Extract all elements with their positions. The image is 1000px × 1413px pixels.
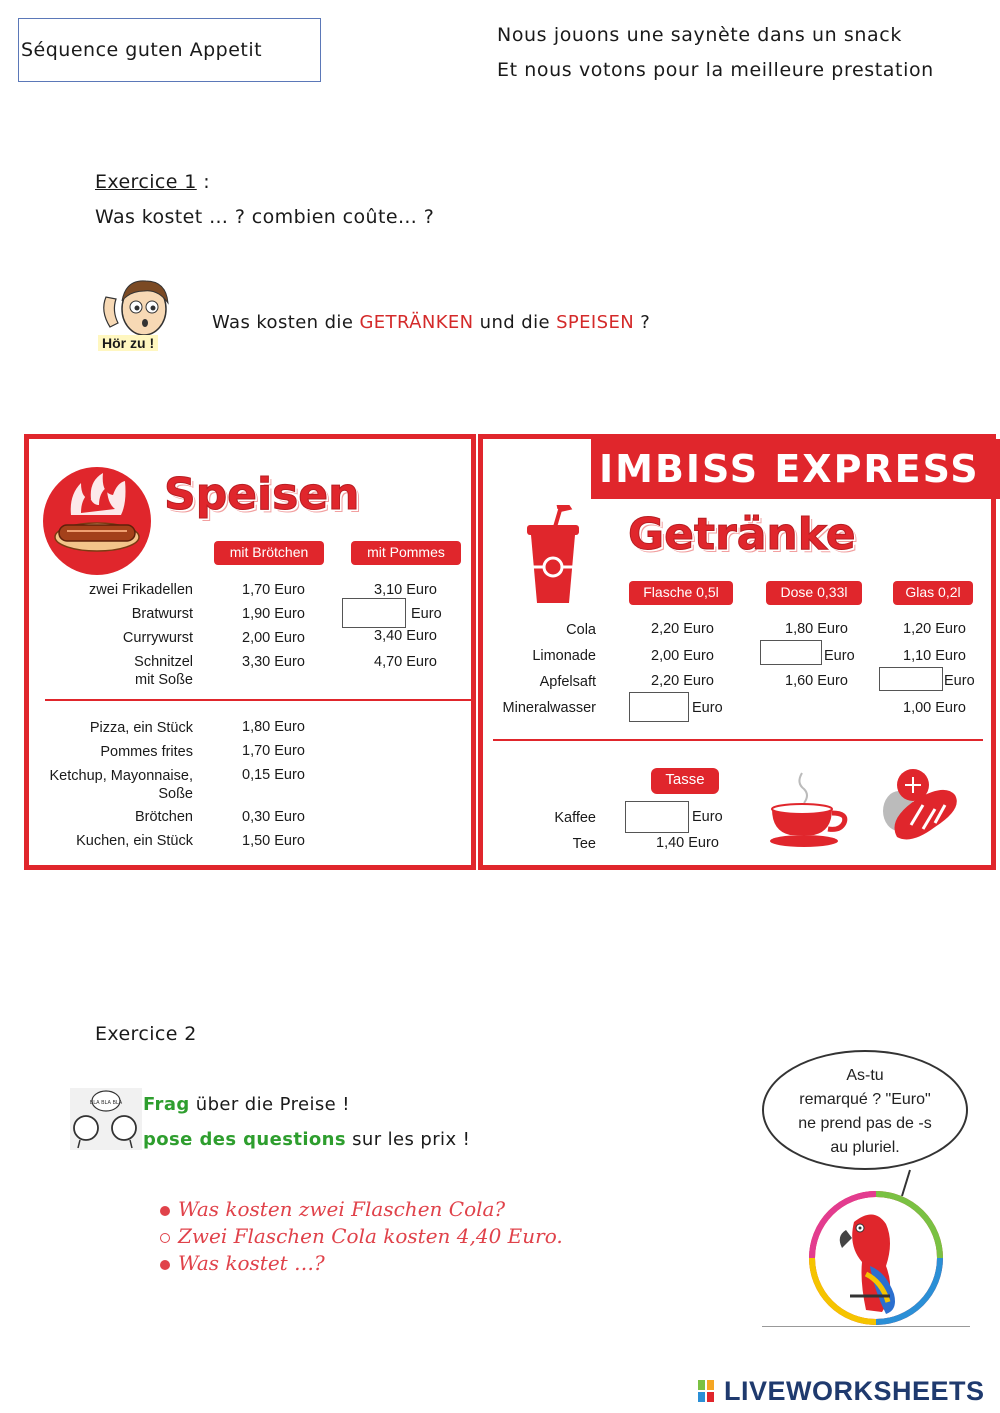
parrot-icon <box>790 1162 970 1334</box>
speisen-row-pommes-price: 3,40 Euro <box>374 628 437 644</box>
drinks-row-glas-price: 1,00 Euro <box>903 700 966 716</box>
liveworksheets-logo-text: LIVEWORKSHEETS <box>724 1376 985 1406</box>
drinks-row-label: Cola <box>566 622 596 638</box>
header-line-2: Et nous votons pour la meilleure prestation <box>497 59 934 81</box>
drinks-row-flasche-price: 2,20 Euro <box>651 673 714 689</box>
task-frag-rest: über die Preise ! <box>189 1094 350 1115</box>
answer-blank-bratwurst-pommes[interactable] <box>342 598 406 628</box>
speisen-row-broetchen-price: 2,00 Euro <box>242 630 305 646</box>
extras-row-label-line2: Soße <box>158 786 193 802</box>
soda-cup-icon <box>523 505 583 609</box>
menu-board <box>24 434 996 870</box>
drinks-row-label: Limonade <box>532 648 596 664</box>
bla-bubble-text: BLA BLA BLA <box>89 1100 123 1106</box>
task-frag: Frag <box>143 1094 190 1115</box>
bread-icon <box>877 765 967 855</box>
drinks-row-flasche-price: Euro <box>692 700 723 716</box>
bullet-open <box>160 1233 170 1243</box>
imbiss-express-banner: IMBISS EXPRESS <box>591 439 1000 499</box>
speisen-row-broetchen-price: 1,70 Euro <box>242 582 305 598</box>
hot-row-price: 1,40 Euro <box>656 835 719 851</box>
extras-row-label: Pommes frites <box>100 744 193 760</box>
drinks-row-dose-price: 1,60 Euro <box>785 673 848 689</box>
drinks-row-glas-price: 1,10 Euro <box>903 648 966 664</box>
bubble-line-4: au pluriel. <box>830 1139 900 1156</box>
exercise1-title: Exercice 1 <box>95 171 197 193</box>
extras-row-price: 1,80 Euro <box>242 719 305 735</box>
extras-row-label: Brötchen <box>134 809 193 825</box>
exercise1-prompt <box>212 312 650 333</box>
speisen-panel <box>24 434 476 870</box>
exercise1-colon: : <box>196 171 210 193</box>
tag-mit-pommes: mit Pommes <box>351 541 461 565</box>
prompt-end: ? <box>634 312 651 333</box>
extras-row-price: 0,15 Euro <box>242 767 305 783</box>
drinks-row-label: Apfelsaft <box>539 674 596 690</box>
example-question-2 <box>160 1251 325 1275</box>
listen-label: Hör zu ! <box>98 335 158 351</box>
answer-blank-apfelsaft-glas[interactable] <box>879 667 943 691</box>
drinks-row-dose-price: 1,80 Euro <box>785 621 848 637</box>
bullet-filled <box>160 1260 170 1270</box>
answer-blank-kaffee-tasse[interactable] <box>625 801 689 833</box>
extras-row-label: Kuchen, ein Stück <box>76 833 193 849</box>
prompt-getraenken: GETRÄNKEN <box>359 312 474 333</box>
speisen-row-label: Currywurst <box>122 630 193 646</box>
prompt-text-2: und die <box>473 312 557 333</box>
task-pose-rest: sur les prix ! <box>346 1129 471 1150</box>
task-pose: pose des questions <box>143 1129 347 1150</box>
hot-row-label: Tee <box>572 836 596 852</box>
drinks-row-flasche-price: 2,00 Euro <box>651 648 714 664</box>
answer-blank-mineralwasser-flasche[interactable] <box>629 692 689 722</box>
liveworksheets-logo-icon <box>698 1380 724 1402</box>
drinks-row-dose-price: Euro <box>824 648 855 664</box>
exercise1-heading <box>95 171 210 193</box>
extras-row-price: 0,30 Euro <box>242 809 305 825</box>
answer-blank-limonade-dose[interactable] <box>760 640 822 665</box>
drinks-row-glas-price: Euro <box>944 673 975 689</box>
hot-row-price: Euro <box>692 809 723 825</box>
speisen-row-pommes-price: 4,70 Euro <box>374 654 437 670</box>
task-line-french <box>143 1129 470 1150</box>
speisen-row-label-line2: mit Soße <box>134 672 193 688</box>
example-question-1 <box>160 1197 505 1221</box>
example2-text: Zwei Flaschen Cola kosten 4,40 Euro. <box>178 1224 563 1248</box>
tag-tasse: Tasse <box>651 768 719 794</box>
example3-text: Was kostet …? <box>178 1251 325 1275</box>
extras-row-label: Pizza, ein Stück <box>89 720 193 736</box>
speisen-row-broetchen-price: 1,90 Euro <box>242 606 305 622</box>
bubble-line-2: remarqué ? "Euro" <box>799 1091 931 1108</box>
bullet-filled <box>160 1206 170 1216</box>
prompt-text-1: Was kosten die <box>212 312 360 333</box>
sequence-title: Séquence guten Appetit <box>21 39 263 61</box>
sausage-flame-icon <box>41 465 153 581</box>
tag-mit-broetchen: mit Brötchen <box>214 541 324 565</box>
task-line-german <box>143 1094 350 1115</box>
speisen-row-pommes-price: 3,10 Euro <box>374 582 437 598</box>
drinks-row-label: Mineralwasser <box>502 700 596 716</box>
extras-row-price: 1,50 Euro <box>242 833 305 849</box>
tag-flasche: Flasche 0,5l <box>629 581 733 605</box>
parrot-speech-bubble <box>762 1050 968 1170</box>
header-line-1: Nous jouons une saynète dans un snack <box>497 24 902 46</box>
tag-dose: Dose 0,33l <box>766 581 862 605</box>
getraenke-divider <box>493 739 983 741</box>
getraenke-title: Getränke <box>628 509 856 560</box>
drinks-row-flasche-price: 2,20 Euro <box>651 621 714 637</box>
extras-row-price: 1,70 Euro <box>242 743 305 759</box>
exercise1-question: Was kostet … ? combien coûte… ? <box>95 206 435 228</box>
exercise2-title: Exercice 2 <box>95 1023 197 1045</box>
getraenke-panel <box>478 434 996 870</box>
speisen-title: Speisen <box>164 469 360 520</box>
speisen-row-label: Bratwurst <box>131 606 193 622</box>
drinks-row-glas-price: 1,20 Euro <box>903 621 966 637</box>
coffee-cup-icon <box>768 769 852 853</box>
example1-text: Was kosten zwei Flaschen Cola? <box>178 1197 506 1221</box>
liveworksheets-logo[interactable] <box>698 1376 985 1407</box>
speisen-row-broetchen-price: 3,30 Euro <box>242 654 305 670</box>
talking-heads-icon <box>70 1088 142 1150</box>
prompt-speisen: SPEISEN <box>556 312 635 333</box>
speisen-row-label: Schnitzel <box>134 654 193 670</box>
speisen-divider <box>45 699 475 701</box>
hot-row-label: Kaffee <box>554 810 596 826</box>
sequence-title-box <box>18 18 321 82</box>
speisen-row-label: zwei Frikadellen <box>89 582 193 598</box>
extras-row-label: Ketchup, Mayonnaise, <box>49 768 193 784</box>
example-answer-1 <box>160 1224 563 1248</box>
tag-glas: Glas 0,2l <box>893 581 973 605</box>
bubble-line-1: As-tu <box>846 1067 884 1084</box>
speisen-row-pommes-price: Euro <box>411 606 442 622</box>
parrot-baseline <box>762 1326 970 1327</box>
listen-icon <box>96 275 186 355</box>
bubble-line-3: ne prend pas de -s <box>798 1115 932 1132</box>
